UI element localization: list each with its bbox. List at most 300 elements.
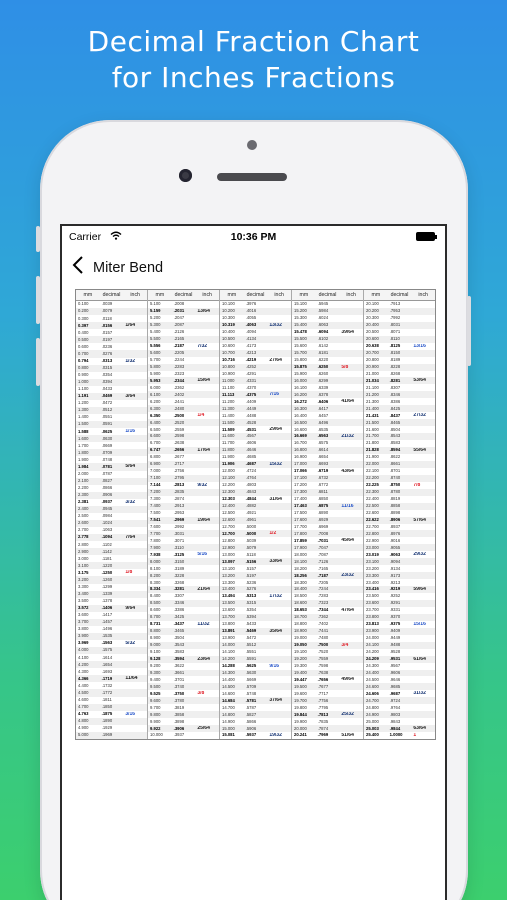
cell-mm: 22.600 <box>366 510 379 515</box>
table-row <box>292 572 363 579</box>
table-row <box>148 649 219 656</box>
cell-decimal: .2813 <box>173 483 185 488</box>
cell-mm: 2.800 <box>78 542 89 547</box>
table-row <box>364 510 435 517</box>
cell-decimal: .4646 <box>245 448 257 453</box>
cell-decimal: .6063 <box>317 323 329 328</box>
cell-decimal: .1875 <box>101 712 113 717</box>
cell-decimal: .9055 <box>389 545 401 550</box>
cell-mm: 5.500 <box>150 337 161 342</box>
cell-mm: 14.200 <box>222 656 235 661</box>
cell-decimal: .7441 <box>317 629 329 634</box>
cell-mm: 22.200 <box>366 476 379 481</box>
table-row <box>292 537 363 544</box>
cell-inch: 5/16 <box>197 552 208 558</box>
cell-decimal: .2344 <box>173 378 185 383</box>
table-row <box>364 517 435 524</box>
cell-decimal: .0709 <box>101 450 113 455</box>
cell-decimal: .5866 <box>245 719 257 724</box>
cell-mm: 1.600 <box>78 436 89 441</box>
cell-decimal: .4134 <box>245 337 257 342</box>
table-row <box>76 336 147 343</box>
table-row <box>364 670 435 677</box>
cell-mm: 23.800 <box>366 615 379 620</box>
cell-mm: 14.100 <box>222 650 235 655</box>
cell-mm: 13.600 <box>222 608 235 613</box>
cell-mm: 12.800 <box>222 538 235 543</box>
table-row <box>292 496 363 503</box>
cell-mm: 17.200 <box>294 483 307 488</box>
cell-mm: 20.500 <box>366 330 379 335</box>
cell-decimal: .4921 <box>245 510 257 515</box>
table-row <box>220 371 291 378</box>
table-row <box>148 510 219 517</box>
cell-decimal: .4606 <box>245 441 257 446</box>
cell-decimal: .7756 <box>317 698 329 703</box>
cell-mm: 8.800 <box>150 629 161 634</box>
cell-decimal: .1693 <box>101 669 113 674</box>
cell-decimal: .9488 <box>389 643 401 648</box>
table-row <box>220 704 291 711</box>
cell-mm: 4.900 <box>78 726 89 731</box>
table-row <box>220 565 291 572</box>
cell-mm: 5.600 <box>150 351 161 356</box>
cell-mm: 5.953 <box>150 378 161 383</box>
table-row <box>292 364 363 371</box>
cell-decimal: .2126 <box>173 330 185 335</box>
table-row <box>76 513 147 520</box>
cell-decimal: .2677 <box>173 455 185 460</box>
table-header <box>364 290 435 301</box>
table-row <box>364 600 435 607</box>
cell-inch: 9/64 <box>125 605 136 611</box>
cell-mm: 14.900 <box>222 719 235 724</box>
cell-decimal: .5937 <box>245 733 257 738</box>
table-row <box>148 350 219 357</box>
table-row <box>364 301 435 308</box>
table-row <box>292 419 363 426</box>
table-row <box>76 562 147 569</box>
cell-mm: 8.000 <box>150 559 161 564</box>
cell-inch: 1/32 <box>125 358 136 364</box>
cell-mm: 5.556 <box>150 344 161 349</box>
earpiece-speaker <box>217 173 287 181</box>
cell-mm: 7.144 <box>150 483 161 488</box>
cell-decimal: .4882 <box>245 504 257 509</box>
cell-decimal: .0433 <box>101 387 113 392</box>
table-row <box>148 704 219 711</box>
cell-mm: 9.800 <box>150 712 161 717</box>
chevron-left-icon[interactable] <box>72 254 84 282</box>
table-row <box>76 527 147 534</box>
cell-mm: 11.500 <box>222 420 235 425</box>
cell-mm: 12.500 <box>222 510 235 515</box>
table-row <box>292 718 363 725</box>
cell-decimal: .5787 <box>245 705 257 710</box>
cell-mm: 9.200 <box>150 663 161 668</box>
cell-mm: 24.400 <box>366 670 379 675</box>
cell-decimal: .5984 <box>317 309 329 314</box>
table-row <box>220 482 291 489</box>
cell-mm: 24.300 <box>366 663 379 668</box>
cell-decimal: .7126 <box>317 559 329 564</box>
cell-decimal: .0512 <box>101 408 113 413</box>
cell-mm: 2.600 <box>78 521 89 526</box>
cell-decimal: .9213 <box>389 580 401 585</box>
cell-decimal: .9252 <box>389 594 401 599</box>
cell-mm: 4.800 <box>78 719 89 724</box>
cell-decimal: .1732 <box>101 683 113 688</box>
cell-decimal: .2717 <box>173 462 185 467</box>
cell-mm: 20.200 <box>366 309 379 314</box>
cell-decimal: .6220 <box>317 358 329 362</box>
table-row <box>364 447 435 454</box>
cell-mm: 7.800 <box>150 538 161 543</box>
table-row <box>220 433 291 440</box>
cell-decimal: .4219 <box>245 358 257 362</box>
cell-mm: 20.800 <box>366 358 379 362</box>
cell-decimal: .1496 <box>101 627 113 632</box>
cell-inch: 45/64 <box>341 538 354 544</box>
cell-decimal: .7656 <box>317 677 329 682</box>
table-row <box>148 524 219 531</box>
cell-mm: 16.000 <box>294 378 307 383</box>
cell-decimal: .3750 <box>173 691 185 696</box>
cell-decimal: .1457 <box>101 620 113 625</box>
cell-mm: 11.300 <box>222 406 235 411</box>
table-row <box>364 697 435 704</box>
cell-decimal: .4375 <box>245 392 257 397</box>
cell-decimal: .9016 <box>389 538 401 543</box>
column-header-mm: mm <box>227 292 237 298</box>
cell-mm: 1.984 <box>78 464 89 469</box>
table-row <box>148 642 219 649</box>
cell-mm: 21.800 <box>366 441 379 446</box>
table-row <box>292 405 363 412</box>
cell-mm: 3.100 <box>78 563 89 568</box>
cell-decimal: .1654 <box>101 662 113 667</box>
cell-decimal: .9646 <box>389 677 401 682</box>
cell-decimal: .5156 <box>245 559 257 564</box>
table-row <box>292 711 363 718</box>
table-row <box>364 454 435 461</box>
table-row <box>148 558 219 565</box>
table-row <box>292 384 363 391</box>
cell-decimal: .3543 <box>173 643 185 648</box>
table-row <box>148 572 219 579</box>
table-row <box>148 419 219 426</box>
cell-mm: 6.747 <box>150 448 161 453</box>
table-row <box>76 555 147 562</box>
cell-decimal: .9134 <box>389 566 401 571</box>
table-row <box>148 364 219 371</box>
cell-mm: 3.200 <box>78 577 89 582</box>
table-row <box>292 398 363 405</box>
cell-decimal: .6181 <box>317 351 329 356</box>
cell-mm: 22.500 <box>366 504 379 509</box>
cell-decimal: .5625 <box>245 663 257 668</box>
cell-decimal: .4331 <box>245 378 257 383</box>
table-row <box>148 461 219 468</box>
table-row <box>364 725 435 732</box>
cell-decimal: .0394 <box>101 380 113 385</box>
cell-decimal: .3583 <box>173 650 185 655</box>
cell-mm: 20.400 <box>366 323 379 328</box>
cell-mm: 23.700 <box>366 608 379 613</box>
cell-mm: 20.900 <box>366 364 379 369</box>
cell-mm: 15.300 <box>294 316 307 321</box>
cell-decimal: .6406 <box>317 399 329 404</box>
table-row <box>220 530 291 537</box>
cell-mm: 23.100 <box>366 559 379 564</box>
cell-inch: 59/64 <box>413 587 426 593</box>
cell-mm: 17.800 <box>294 531 307 536</box>
cell-decimal: .7913 <box>389 302 401 307</box>
cell-mm: 14.500 <box>222 684 235 689</box>
cell-mm: 2.778 <box>78 535 89 540</box>
column-header-decimal: decimal <box>246 292 265 298</box>
cell-decimal: .1339 <box>101 591 113 596</box>
table-row <box>364 426 435 433</box>
table-row <box>148 468 219 475</box>
table-row <box>148 725 219 732</box>
cell-mm: 11.100 <box>222 385 235 390</box>
cell-mm: 0.600 <box>78 344 89 349</box>
table-header <box>220 290 291 301</box>
table-row <box>220 656 291 663</box>
cell-decimal: .2835 <box>173 490 185 495</box>
cell-mm: 12.000 <box>222 469 235 474</box>
table-row <box>76 428 147 435</box>
cell-decimal: .5236 <box>245 580 257 585</box>
table-panel-4 <box>292 290 364 739</box>
cell-decimal: .7638 <box>317 670 329 675</box>
table-row <box>148 551 219 558</box>
cell-mm: 17.066 <box>294 469 307 474</box>
table-row <box>364 503 435 510</box>
carrier-label: Carrier <box>69 231 102 243</box>
cell-mm: 2.400 <box>78 507 89 512</box>
table-row <box>220 537 291 544</box>
phone-screen <box>60 224 447 900</box>
table-row <box>148 663 219 670</box>
table-row <box>76 598 147 605</box>
table-row <box>364 440 435 447</box>
table-row <box>364 635 435 642</box>
cell-decimal: .6250 <box>317 364 329 369</box>
cell-decimal: .3071 <box>173 538 185 543</box>
cell-decimal: .6563 <box>317 434 329 439</box>
cell-decimal: .4291 <box>245 371 257 376</box>
cell-mm: 12.700 <box>222 531 235 536</box>
table-row <box>220 496 291 503</box>
table-row <box>292 614 363 621</box>
cell-mm: 19.200 <box>294 656 307 661</box>
cell-decimal: .5197 <box>245 573 257 578</box>
cell-inch: 17/64 <box>197 447 210 453</box>
table-row <box>364 621 435 628</box>
cell-mm: 24.500 <box>366 677 379 682</box>
table-row <box>292 489 363 496</box>
table-row <box>220 697 291 704</box>
cell-decimal: .5472 <box>245 636 257 641</box>
cell-mm: 11.000 <box>222 378 235 383</box>
table-row <box>292 558 363 565</box>
cell-decimal: .7323 <box>317 601 329 606</box>
cell-mm: 3.000 <box>78 556 89 561</box>
cell-decimal: .7244 <box>317 587 329 592</box>
table-row <box>76 485 147 492</box>
table-row <box>220 593 291 600</box>
table-row <box>76 661 147 668</box>
cell-decimal: .4449 <box>245 406 257 411</box>
cell-mm: 6.000 <box>150 385 161 390</box>
cell-decimal: .8661 <box>389 462 401 467</box>
cell-decimal: .8281 <box>389 378 401 383</box>
table-row <box>76 393 147 400</box>
table-row <box>364 315 435 322</box>
cell-decimal: .4094 <box>245 330 257 335</box>
cell-mm: 13.500 <box>222 601 235 606</box>
cell-decimal: .9173 <box>389 573 401 578</box>
table-row <box>148 530 219 537</box>
cell-decimal: .5591 <box>245 656 257 661</box>
cell-mm: 0.100 <box>78 302 89 307</box>
cell-mm: 12.900 <box>222 545 235 550</box>
table-row <box>148 322 219 329</box>
table-row <box>220 412 291 419</box>
cell-decimal: .6929 <box>317 517 329 522</box>
cell-mm: 22.225 <box>366 483 379 488</box>
cell-decimal: .0157 <box>101 330 113 335</box>
table-row <box>148 607 219 614</box>
table-row <box>292 656 363 663</box>
headline-line-1: Decimal Fraction Chart <box>87 25 420 58</box>
cell-mm: 15.200 <box>294 309 307 314</box>
cell-inch: 7/32 <box>197 343 208 349</box>
table-row <box>292 725 363 732</box>
cell-mm: 18.600 <box>294 601 307 606</box>
cell-decimal: .3346 <box>173 601 185 606</box>
table-row <box>364 489 435 496</box>
cell-mm: 2.300 <box>78 493 89 498</box>
cell-decimal: .6535 <box>317 427 329 432</box>
cell-decimal: .8780 <box>389 490 401 495</box>
table-row <box>76 435 147 442</box>
cell-mm: 22.000 <box>366 462 379 467</box>
table-row <box>220 621 291 628</box>
table-row <box>76 379 147 386</box>
table-row <box>292 391 363 398</box>
cell-mm: 18.900 <box>294 629 307 634</box>
cell-decimal: .9803 <box>389 712 401 717</box>
table-row <box>364 663 435 670</box>
cell-decimal: .4173 <box>245 344 257 349</box>
table-row <box>148 496 219 503</box>
clock: 10:36 PM <box>230 231 277 243</box>
cell-mm: 14.600 <box>222 691 235 696</box>
cell-decimal: .6417 <box>317 406 329 411</box>
navigation-bar <box>62 248 445 290</box>
cell-inch: 23/64 <box>197 656 210 662</box>
cell-decimal: .2638 <box>173 441 185 446</box>
cell-decimal: .2205 <box>173 351 185 356</box>
cell-decimal: .3425 <box>173 615 185 620</box>
cell-mm: 13.200 <box>222 573 235 578</box>
cell-decimal: .6890 <box>317 510 329 515</box>
cell-decimal: .1929 <box>101 726 113 731</box>
cell-decimal: .5433 <box>245 622 257 627</box>
cell-decimal: .4528 <box>245 420 257 425</box>
cell-decimal: .3622 <box>173 663 185 668</box>
table-row <box>76 329 147 336</box>
cell-mm: 10.400 <box>222 330 235 335</box>
table-row <box>76 591 147 598</box>
cell-mm: 13.700 <box>222 615 235 620</box>
table-row <box>76 711 147 718</box>
cell-mm: 0.700 <box>78 351 89 356</box>
cell-mm: 9.400 <box>150 677 161 682</box>
cell-decimal: .7953 <box>389 309 401 314</box>
cell-mm: 7.100 <box>150 476 161 481</box>
cell-decimal: .3661 <box>173 670 185 675</box>
cell-decimal: .2953 <box>173 510 185 515</box>
cell-decimal: .0197 <box>101 337 113 342</box>
cell-mm: 16.300 <box>294 406 307 411</box>
cell-mm: 7.000 <box>150 469 161 474</box>
cell-inch: 1/16 <box>125 429 136 435</box>
table-row <box>364 482 435 489</box>
cell-mm: 2.000 <box>78 471 89 476</box>
cell-mm: 1.000 <box>78 380 89 385</box>
table-row <box>292 530 363 537</box>
table-row <box>220 426 291 433</box>
cell-mm: 5.700 <box>150 358 161 362</box>
table-row <box>76 584 147 591</box>
cell-decimal: .0354 <box>101 373 113 378</box>
cell-inch: 9/32 <box>197 482 208 488</box>
table-row <box>220 475 291 482</box>
table-row <box>148 433 219 440</box>
cell-decimal: .2283 <box>173 364 185 369</box>
cell-mm: 11.200 <box>222 399 235 404</box>
cell-mm: 15.800 <box>294 358 307 362</box>
cell-inch: 27/32 <box>413 413 426 419</box>
column-header-inch: inch <box>418 292 428 298</box>
table-row <box>148 405 219 412</box>
cell-mm: 7.200 <box>150 490 161 495</box>
cell-decimal: .7969 <box>317 733 329 738</box>
cell-decimal: .0625 <box>101 429 113 434</box>
cell-mm: 10.900 <box>222 371 235 376</box>
table-row <box>364 718 435 725</box>
column-header-decimal: decimal <box>390 292 409 298</box>
cell-mm: 14.300 <box>222 670 235 675</box>
cell-inch: 15/32 <box>269 461 282 467</box>
table-row <box>292 663 363 670</box>
cell-mm: 6.100 <box>150 392 161 397</box>
cell-inch: 11/32 <box>197 621 210 627</box>
cell-decimal: .5039 <box>245 538 257 543</box>
cell-mm: 7.600 <box>150 524 161 529</box>
table-row <box>148 600 219 607</box>
table-row <box>148 447 219 454</box>
cell-decimal: .2992 <box>173 524 185 529</box>
table-row <box>292 565 363 572</box>
cell-decimal: .1811 <box>101 697 112 702</box>
cell-decimal: .8150 <box>389 351 401 356</box>
cell-mm: 20.638 <box>366 344 379 349</box>
